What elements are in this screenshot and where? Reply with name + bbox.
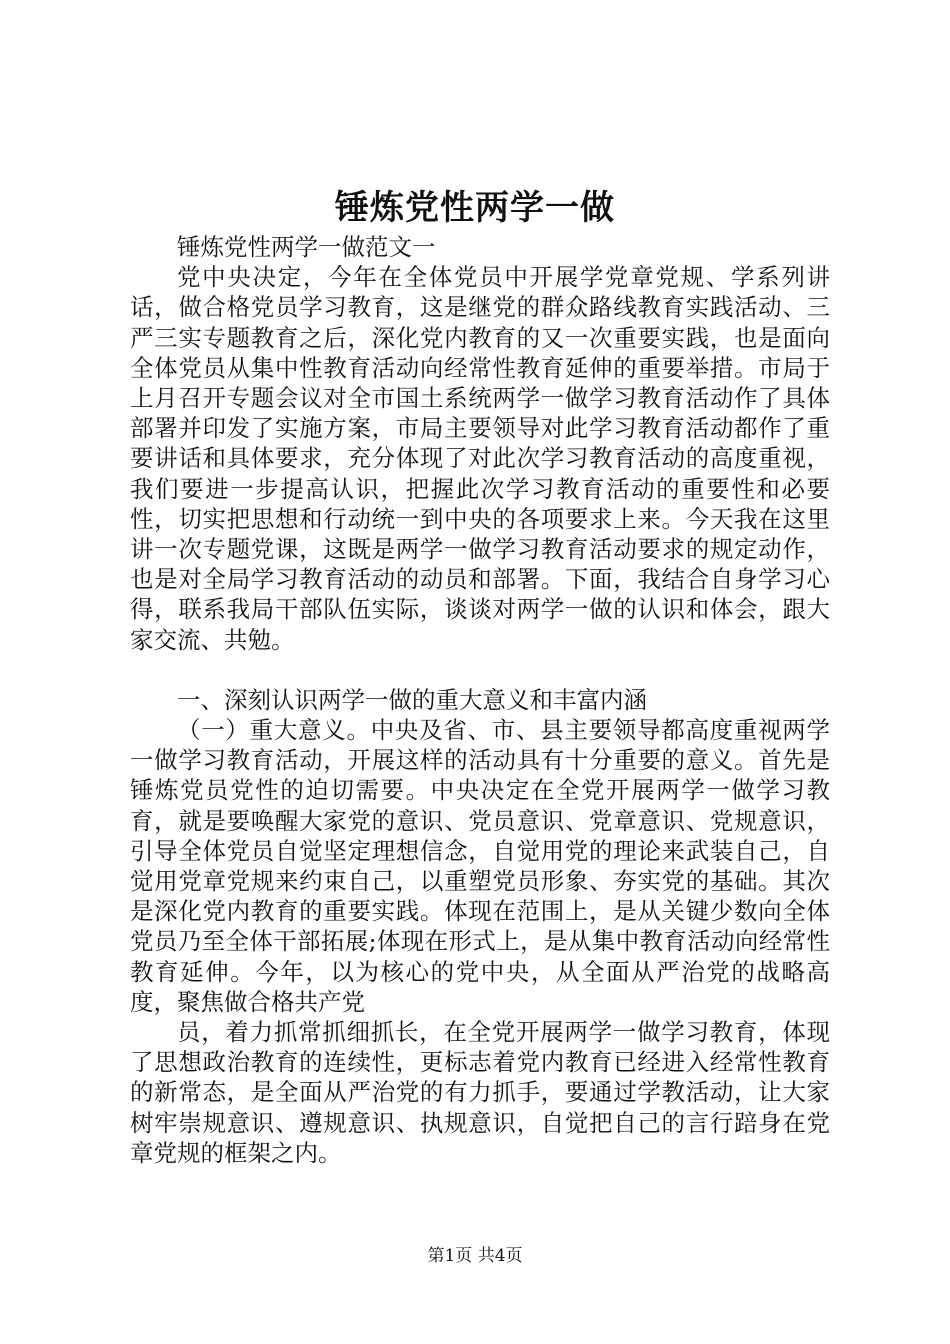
document-body bbox=[130, 232, 830, 1168]
paragraph-gap bbox=[130, 655, 830, 685]
paragraph-continuation: 员，着力抓常抓细抓长，在全党开展两学一做学习教育，体现了思想政治教育的连续性，更标志着党内教育已经进入经常性教育的新常态，是全面从严治党的有力抓手，要通过学教活动，让大家树牢崇规意识、遵规意识、执规意识，自觉把自己的言行踣身在党章党规的框架之内。 bbox=[130, 1018, 830, 1167]
document-title: 锤炼党性两学一做 bbox=[335, 188, 615, 228]
section-heading: 一、深刻认识两学一做的重大意义和丰富内涵 bbox=[177, 685, 647, 714]
document-subtitle: 锤炼党性两学一做范文一 bbox=[177, 233, 436, 261]
paragraph-significance: （一）重大意义。中央及省、市、县主要领导都高度重视两学一做学习教育活动，开展这样的活动具有十分重要的意义。首先是锤炼党员党性的迫切需要。中央决定在全党开展两学一做学习教育，就是要唤醒大家党的意识、党员意识、党章意识、党规意识，引导全体党员自觉坚定理想信念，自觉用党的理论来武装自己，自觉用党章党规来约束自己，以重塑党员形象、夯实党的基础。其次是深化党内教育的重要实践。体现在范围上，是从关键少数向全体党员乃至全体干部拓展;体现在形式上，是从集中教育活动向经常性教育延伸。今年，以为核心的党中央，从全面从严治党的战略高度，聚焦做合格共产党 bbox=[130, 716, 830, 1016]
paragraph-intro: 党中央决定，今年在全体党员中开展学党章党规、学系列讲话，做合格党员学习教育，这是继党的群众路线教育实践活动、三严三实专题教育之后，深化党内教育的又一次重要实践，也是面向全体党员从集中性教育活动向经常性教育延伸的重要举措。市局于上月召开专题会议对全市国土系统两学一做学习教育活动作了具体部署并印发了实施方案，市局主要领导对此学习教育活动都作了重要讲话和具体要求，充分体现了对此次学习教育活动的高度重视，我们要进一步提高认识，把握此次学习教育活动的重要性和必要性，切实把思想和行动统一到中央的各项要求上来。今天我在这里讲一次专题党课，这既是两学一做学习教育活动要求的规定动作，也是对全局学习教育活动的动员和部署。下面，我结合自身学习心得，联系我局干部队伍实际，谈谈对两学一做的认识和体会，跟大家交流、共勉。 bbox=[130, 263, 830, 654]
page-footer: 第1页 共4页 bbox=[427, 1246, 523, 1266]
